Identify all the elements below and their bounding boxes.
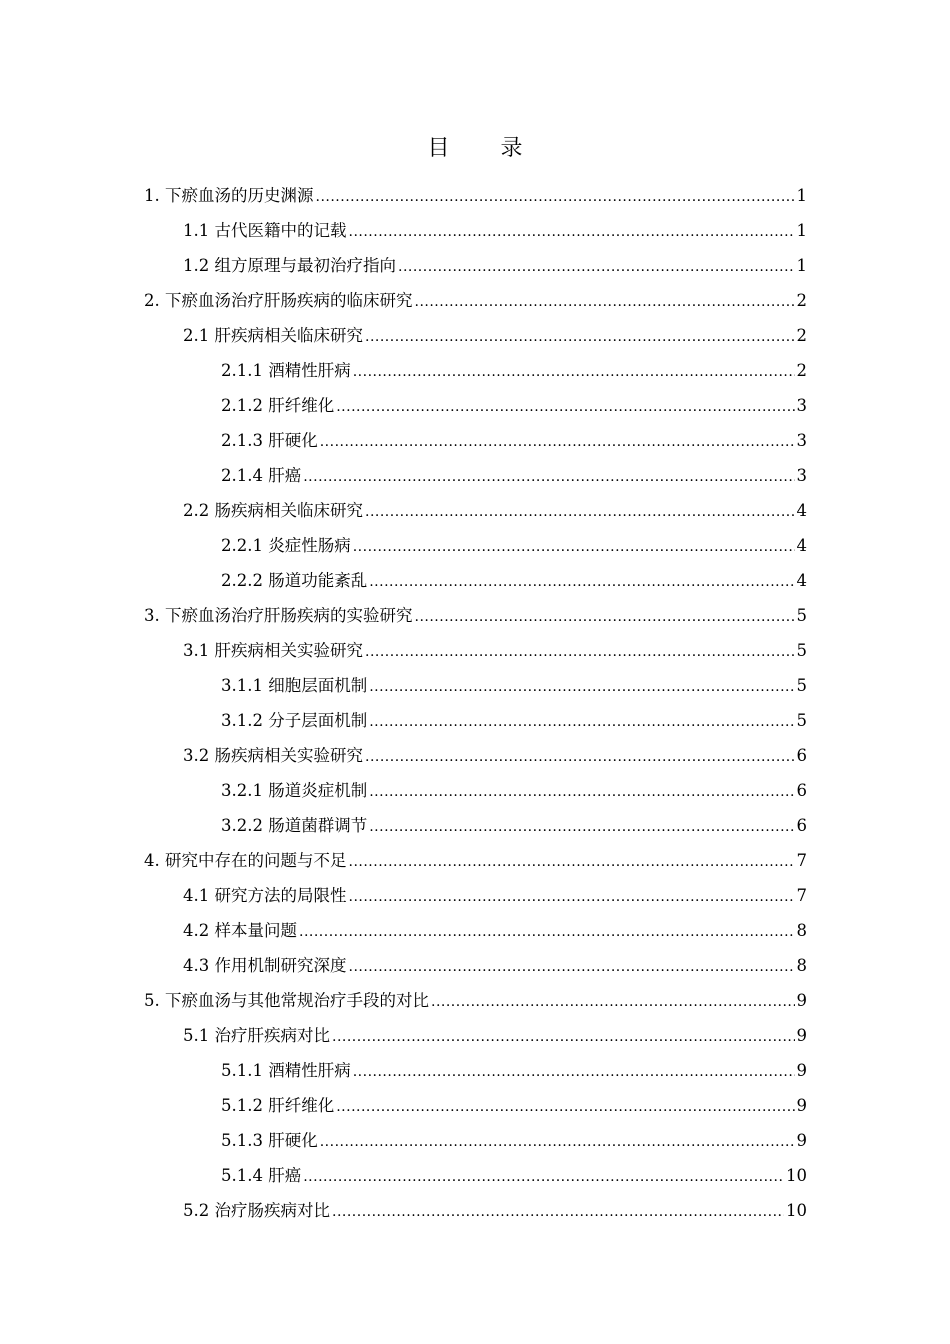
- toc-entry[interactable]: [0, 353, 950, 388]
- toc-entry-page-number: 3: [796, 466, 807, 485]
- toc-entry-label: 2.1.2 肝纤维化: [221, 396, 335, 415]
- toc-entry-page-number: 6: [796, 816, 807, 835]
- toc-entry-page-number: 10: [786, 1166, 807, 1185]
- toc-entry-label: 5.1.4 肝癌: [221, 1166, 302, 1185]
- toc-entry-label: 5.1.1 酒精性肝病: [221, 1061, 351, 1080]
- toc-entry-label: 4.2 样本量问题: [183, 921, 297, 940]
- toc-entry-label: 4. 研究中存在的问题与不足: [144, 851, 347, 870]
- toc-entry-label: 2. 下瘀血汤治疗肝肠疾病的临床研究: [144, 291, 413, 310]
- toc-entry-label: 3.1 肝疾病相关实验研究: [183, 641, 363, 660]
- toc-entry-page-number: 6: [796, 746, 807, 765]
- dot-leader: [336, 1090, 794, 1125]
- toc-entry[interactable]: [0, 1053, 950, 1088]
- dot-leader: [299, 915, 795, 950]
- toc-entry-label: 5. 下瘀血汤与其他常规治疗手段的对比: [144, 991, 429, 1010]
- toc-entry[interactable]: [0, 423, 950, 458]
- toc-entry[interactable]: [0, 668, 950, 703]
- toc-entry-label: 4.3 作用机制研究深度: [183, 956, 347, 975]
- toc-entry-label: 2.2.1 炎症性肠病: [221, 536, 351, 555]
- toc-entry-label: 1.1 古代医籍中的记载: [183, 221, 347, 240]
- toc-entry[interactable]: [0, 318, 950, 353]
- toc-entry-label: 2.1 肝疾病相关临床研究: [183, 326, 363, 345]
- toc-entry-page-number: 7: [796, 886, 807, 905]
- toc-entry[interactable]: [0, 738, 950, 773]
- toc-entry[interactable]: [0, 458, 950, 493]
- toc-entry[interactable]: [0, 843, 950, 878]
- dot-leader: [353, 355, 795, 390]
- dot-leader: [303, 460, 794, 495]
- toc-entry-page-number: 3: [796, 431, 807, 450]
- toc-entry[interactable]: [0, 983, 950, 1018]
- dot-leader: [365, 740, 795, 775]
- dot-leader: [398, 250, 795, 285]
- dot-leader: [353, 1055, 795, 1090]
- dot-leader: [320, 425, 795, 460]
- toc-entry-label: 3. 下瘀血汤治疗肝肠疾病的实验研究: [144, 606, 413, 625]
- toc-entry-label: 2.1.3 肝硬化: [221, 431, 318, 450]
- dot-leader: [336, 390, 794, 425]
- page-title: 目 录: [427, 136, 545, 161]
- toc-entry-page-number: 9: [796, 991, 807, 1010]
- toc-entry-page-number: 3: [796, 396, 807, 415]
- toc-entry[interactable]: [0, 248, 950, 283]
- toc-entry[interactable]: [0, 1018, 950, 1053]
- toc-entry-label: 2.1.4 肝癌: [221, 466, 302, 485]
- toc-entry[interactable]: [0, 563, 950, 598]
- toc-entry-label: 4.1 研究方法的局限性: [183, 886, 347, 905]
- toc-entry-page-number: 9: [796, 1096, 807, 1115]
- dot-leader: [353, 530, 795, 565]
- toc-entry-label: 3.1.2 分子层面机制: [221, 711, 368, 730]
- toc-entry-page-number: 8: [796, 921, 807, 940]
- toc-entry[interactable]: [0, 948, 950, 983]
- dot-leader: [349, 215, 795, 250]
- toc-entry-label: 3.1.1 细胞层面机制: [221, 676, 368, 695]
- toc-entry-page-number: 10: [786, 1201, 807, 1220]
- dot-leader: [349, 950, 795, 985]
- toc-entry[interactable]: [0, 1123, 950, 1158]
- toc-entry-page-number: 8: [796, 956, 807, 975]
- dot-leader: [303, 1160, 784, 1195]
- dot-leader: [332, 1020, 795, 1055]
- toc-entry-page-number: 2: [796, 326, 807, 345]
- dot-leader: [365, 320, 795, 355]
- toc-entry-label: 3.2 肠疾病相关实验研究: [183, 746, 363, 765]
- toc-entry-page-number: 5: [796, 711, 807, 730]
- toc-entry-page-number: 2: [796, 361, 807, 380]
- toc-entry[interactable]: [0, 388, 950, 423]
- toc-entry[interactable]: [0, 913, 950, 948]
- dot-leader: [369, 810, 794, 845]
- dot-leader: [316, 180, 795, 215]
- dot-leader: [369, 705, 794, 740]
- toc-entry[interactable]: [0, 1088, 950, 1123]
- toc-entry-page-number: 2: [796, 291, 807, 310]
- toc-entry-label: 1. 下瘀血汤的历史渊源: [144, 186, 314, 205]
- toc-entry-label: 5.1.2 肝纤维化: [221, 1096, 335, 1115]
- toc-entry-page-number: 1: [796, 221, 807, 240]
- toc-entry[interactable]: [0, 1158, 950, 1193]
- toc-entry-page-number: 5: [796, 606, 807, 625]
- toc-entry[interactable]: [0, 178, 950, 213]
- dot-leader: [415, 600, 795, 635]
- toc-entry[interactable]: [0, 1193, 950, 1228]
- table-of-contents: [0, 178, 950, 1228]
- dot-leader: [415, 285, 795, 320]
- toc-entry[interactable]: [0, 773, 950, 808]
- toc-entry[interactable]: [0, 808, 950, 843]
- toc-entry-page-number: 5: [796, 676, 807, 695]
- dot-leader: [349, 845, 795, 880]
- toc-entry-label: 5.1.3 肝硬化: [221, 1131, 318, 1150]
- dot-leader: [369, 775, 794, 810]
- toc-entry-label: 2.2 肠疾病相关临床研究: [183, 501, 363, 520]
- toc-entry-page-number: 5: [796, 641, 807, 660]
- dot-leader: [320, 1125, 795, 1160]
- toc-entry-page-number: 7: [796, 851, 807, 870]
- dot-leader: [369, 670, 794, 705]
- dot-leader: [369, 565, 794, 600]
- toc-entry-label: 2.1.1 酒精性肝病: [221, 361, 351, 380]
- toc-entry-label: 3.2.2 肠道菌群调节: [221, 816, 368, 835]
- toc-entry-page-number: 4: [796, 501, 807, 520]
- toc-entry-page-number: 6: [796, 781, 807, 800]
- toc-entry-page-number: 9: [796, 1131, 807, 1150]
- toc-entry-label: 3.2.1 肠道炎症机制: [221, 781, 368, 800]
- dot-leader: [349, 880, 795, 915]
- toc-entry[interactable]: [0, 703, 950, 738]
- toc-entry-label: 5.1 治疗肝疾病对比: [183, 1026, 330, 1045]
- toc-entry-page-number: 9: [796, 1026, 807, 1045]
- dot-leader: [365, 495, 795, 530]
- toc-entry[interactable]: [0, 633, 950, 668]
- dot-leader: [332, 1195, 784, 1230]
- toc-entry[interactable]: [0, 283, 950, 318]
- toc-entry-label: 1.2 组方原理与最初治疗指向: [183, 256, 396, 275]
- toc-entry-page-number: 1: [796, 186, 807, 205]
- toc-entry[interactable]: [0, 493, 950, 528]
- toc-entry-label: 5.2 治疗肠疾病对比: [183, 1201, 330, 1220]
- toc-entry-label: 2.2.2 肠道功能紊乱: [221, 571, 368, 590]
- toc-entry[interactable]: [0, 598, 950, 633]
- toc-entry-page-number: 4: [796, 571, 807, 590]
- dot-leader: [365, 635, 795, 670]
- dot-leader: [431, 985, 795, 1020]
- toc-entry-page-number: 4: [796, 536, 807, 555]
- toc-entry[interactable]: [0, 878, 950, 913]
- toc-entry-page-number: 1: [796, 256, 807, 275]
- toc-entry[interactable]: [0, 213, 950, 248]
- toc-entry-page-number: 9: [796, 1061, 807, 1080]
- toc-entry[interactable]: [0, 528, 950, 563]
